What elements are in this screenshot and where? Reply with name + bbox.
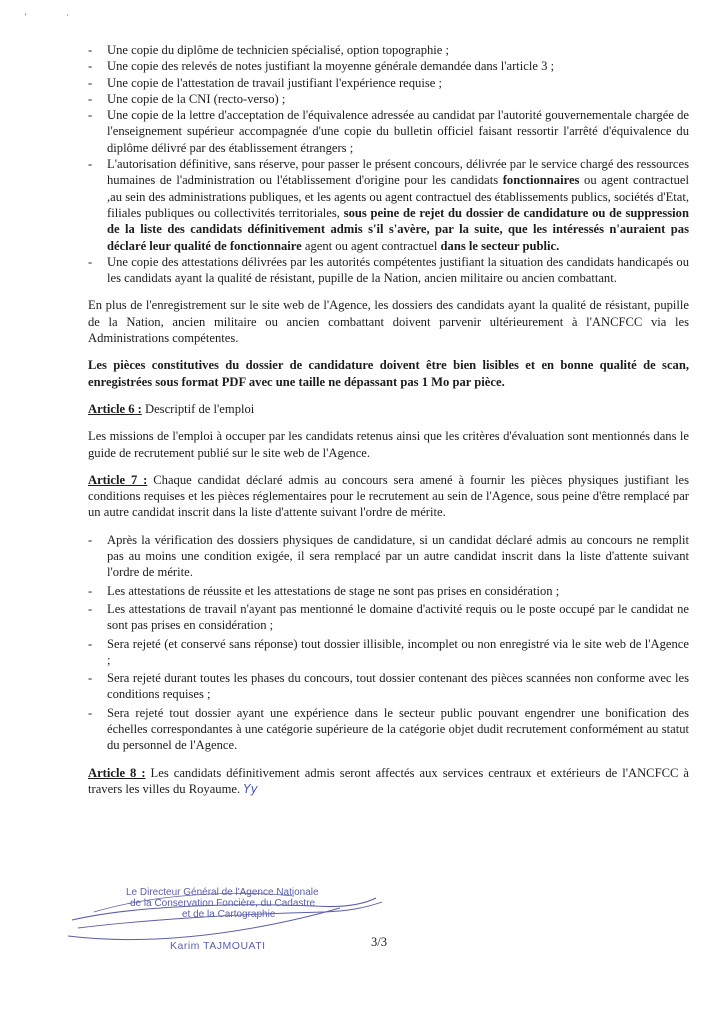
- list-item: - Sera rejeté tout dossier ayant une expérience dans le secteur public pouvant engendrer une bonification des échelles correspondantes à une catégorie supérieure de la catégorie objet dudit recrutement conformément au statut du personnel de l'Agence.: [88, 705, 689, 754]
- list-item: - Après la vérification des dossiers physiques de candidature, si un candidat déclaré admis au concours ne remplit pas au moins une condition exigée, il sera remplacé par un autre candidat inscrit dans la liste d'attente suivant l'ordre de mérite.: [88, 532, 689, 581]
- list-item: - Les attestations de réussite et les attestations de stage ne sont pas prises en considération ;: [88, 583, 689, 599]
- list-item: - L'autorisation définitive, sans réserve, pour passer le présent concours, délivrée par le service chargé des ressources humaines de l'administration ou l'établissement d'origine pour les candidats fonctionnaires ou agent contractuel ,au sein des administrations publiques, et les agents ou agent contractuel des établissements publics, sociétés d'Etat, filiales publiques ou collectivités territoriales, sous peine de rejet du dossier de candidature ou de suppression de la liste des candidats définitivement admis s'il s'avère, par la suite, que les intéressés n'auraient pas déclaré leur qualité de fonctionnaire agent ou agent contractuel dans le secteur public.: [88, 156, 689, 254]
- list-item: - Une copie des relevés de notes justifiant la moyenne générale demandée dans l'article 3 ;: [88, 58, 689, 74]
- list-item: - Sera rejeté (et conservé sans réponse) tout dossier illisible, incomplet ou non enregistré via le site web de l'Agence ;: [88, 636, 689, 669]
- bold-notice: Les pièces constitutives du dossier de candidature doivent être bien lisibles et en bonne qualité de scan, enregistrées sous format PDF avec une taille ne dépassant pas 1 Mo par pièce.: [88, 358, 689, 389]
- scan-mark: ·: [66, 11, 69, 20]
- list-item: - Une copie de l'attestation de travail justifiant l'expérience requise ;: [88, 75, 689, 91]
- signature-stamp: Le Directeur Général de l'Agence Nationale de la Conservation Foncière, du Cadastre et de la Cartographie Karim TAJMOUATI: [64, 868, 394, 968]
- signatory-name: Karim TAJMOUATI: [170, 940, 266, 952]
- document-body: [88, 42, 689, 797]
- list-item: - Une copie du diplôme de technicien spécialisé, option topographie ;: [88, 42, 689, 58]
- list-item: - Sera rejeté durant toutes les phases du concours, tout dossier contenant des pièces scannées non conforme avec les conditions requises ;: [88, 670, 689, 703]
- article-6-text: Les missions de l'emploi à occuper par les candidats retenus ainsi que les critères d'évaluation sont mentionnés dans le guide de recrutement publié sur le site web de l'Agence.: [88, 429, 689, 460]
- page-number: 3/3: [371, 935, 387, 949]
- list-item: - Les attestations de travail n'ayant pas mentionné le domaine d'activité requis ou le poste occupé par le candidat ne sont pas prises en considération ;: [88, 601, 689, 634]
- list-item: - Une copie de la lettre d'acceptation de l'équivalence adressée au candidat par l'autorité gouvernementale chargée de l'enseignement supérieur accompagnée d'une copie du bulletin officiel faisant ressortir l'arrêté d'équivalence du diplôme délivré par des établissement étrangers ;: [88, 107, 689, 156]
- article-6: Article 6 : Descriptif de l'emploi: [88, 401, 255, 416]
- article-8: Article 8 : Les candidats définitivement admis seront affectés aux services centraux et extérieurs de l'ANCFCC à travers les villes du Royaume. Yy: [88, 765, 689, 796]
- article-7-rules-list: [88, 532, 689, 754]
- article-7: Article 7 : Chaque candidat déclaré admis au concours sera amené à fournir les pièces physiques justifiant les conditions requises et les pièces réglementaires pour le recrutement au sein de l'Agence, sous peine d'être remplacé par un autre candidat inscrit dans la liste d'attente suivant l'ordre de mérite.: [88, 472, 689, 520]
- scan-mark: ': [25, 12, 27, 21]
- required-documents-list: [88, 42, 689, 286]
- paragraph: En plus de l'enregistrement sur le site web de l'Agence, les dossiers des candidats ayant la qualité de résistant, pupille de la Nation, ancien militaire ou ancien combattant doivent parvenir ultérieurement à l'ANCFCC via les Administrations compétentes.: [88, 298, 689, 346]
- list-item: - Une copie des attestations délivrées par les autorités compétentes justifiant la situation des candidats handicapés ou les candidats ayant la qualité de résistant, pupille de la Nation, ancien militaire ou ancien combattant.: [88, 254, 689, 287]
- list-item: - Une copie de la CNI (recto-verso) ;: [88, 91, 689, 107]
- handwritten-initials: Yy: [243, 781, 258, 796]
